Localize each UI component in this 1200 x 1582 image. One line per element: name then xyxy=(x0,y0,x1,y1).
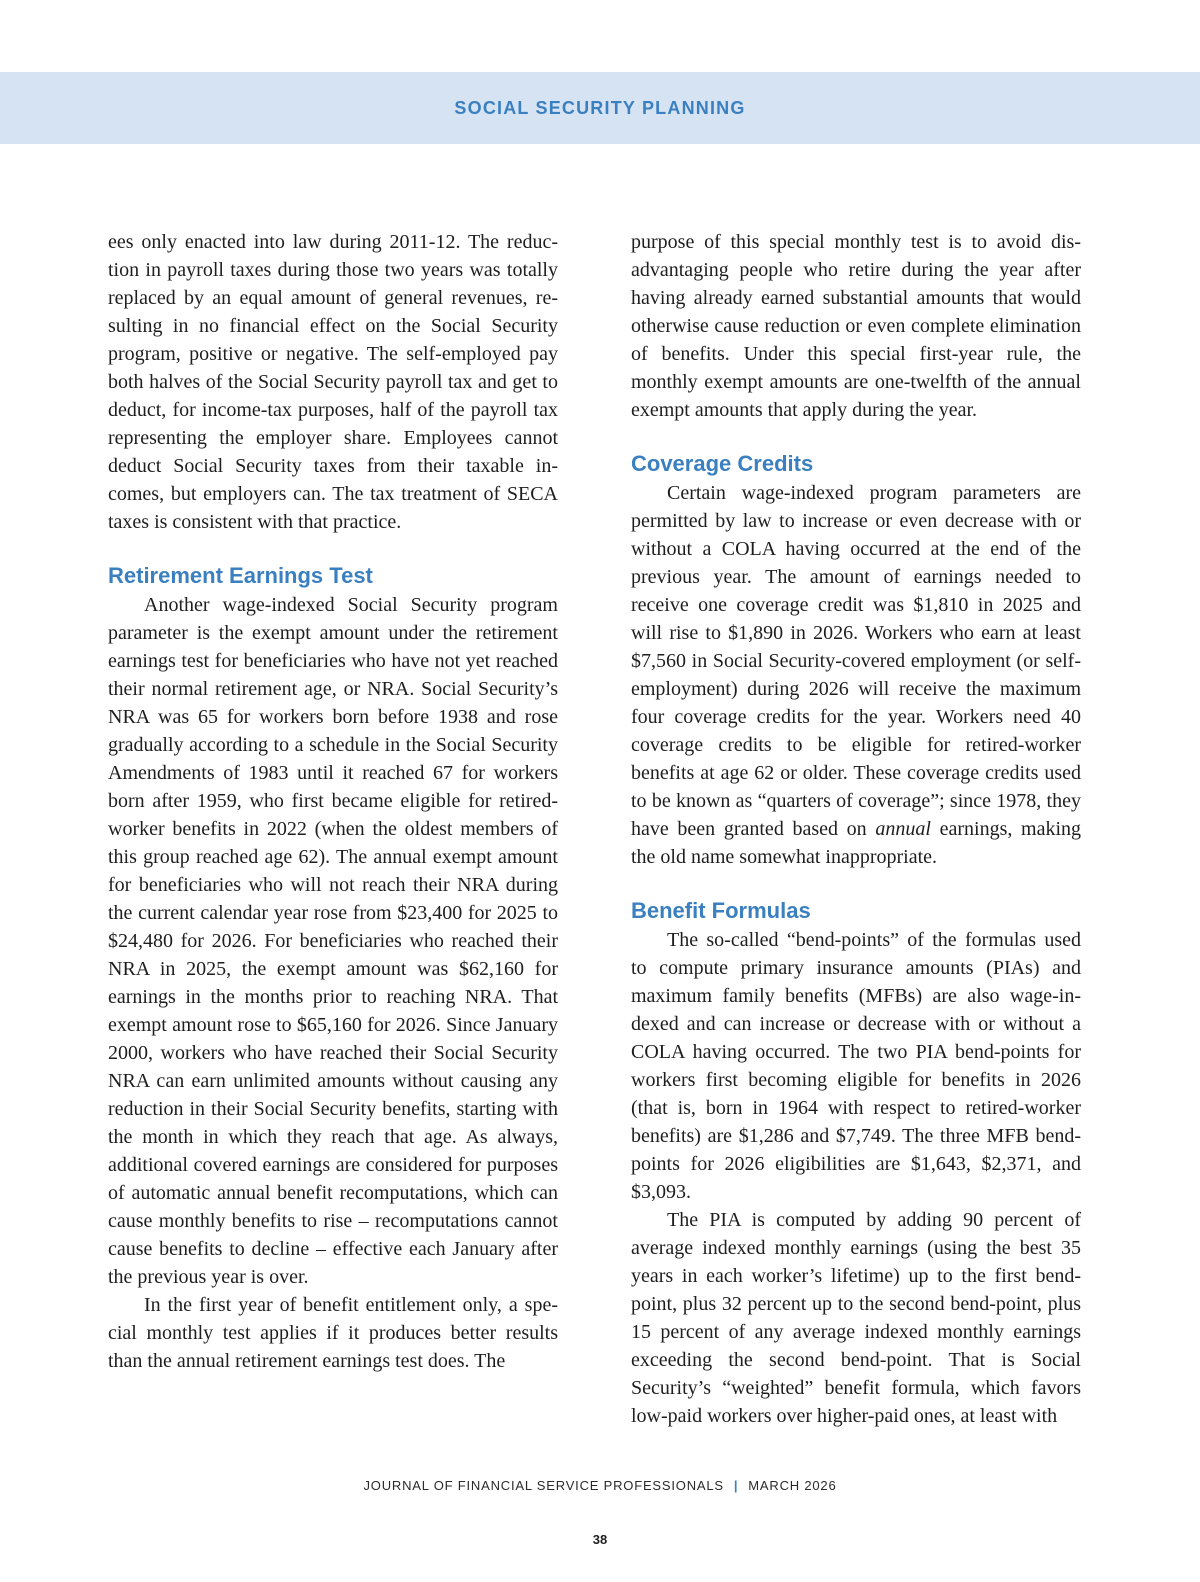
heading-benefit-formulas: Benefit Formulas xyxy=(631,898,811,923)
left-column xyxy=(108,228,558,1375)
body-paragraph: In the first year of benefit entitlement only, a special monthly test applies if it produces better results than the annual retirement earnings test does. The xyxy=(108,1294,558,1372)
body-paragraph: The so-called “bend-points” of the formulas used to compute primary insurance amounts (PIAs) and maximum family benefits (MFBs) are also wage-indexed and can increase or decrease with or without a COLA having occurred. The two PIA bend-points for workers first becoming eligible for benefits in 2026 (that is, born in 1964 with respect to retired-worker benefits) are $1,286 and $7,749. The three MFB bend-points for 2026 eligibilities are $1,643, $2,371, and $3,093. xyxy=(631,929,1081,1203)
heading-retirement-earnings-test: Retirement Earnings Test xyxy=(108,563,373,588)
issue-date: MARCH 2026 xyxy=(748,1478,837,1493)
body-paragraph: The PIA is computed by adding 90 percent of average indexed monthly earnings (using the best 35 years in each worker’s lifetime) up to the first bend-point, plus 32 percent up to the second bend-point, plus 15 percent of any average indexed monthly earnings exceeding the second bend-point. That is Social Security’s “weighted” benefit formula, which favors low-paid workers over higher-paid ones, at least with xyxy=(631,1209,1081,1427)
section-title: SOCIAL SECURITY PLANNING xyxy=(454,97,746,118)
section-header-band xyxy=(0,72,1200,144)
body-paragraph xyxy=(631,479,1081,871)
heading-coverage-credits: Coverage Credits xyxy=(631,451,814,476)
right-column xyxy=(631,228,1081,1430)
footer-separator: | xyxy=(733,1478,739,1493)
journal-name: JOURNAL OF FINANCIAL SERVICE PROFESSIONALS xyxy=(363,1478,724,1493)
page-number: 38 xyxy=(592,1532,608,1547)
body-paragraph: Another wage-indexed Social Security program parameter is the exempt amount under the retirement earnings test for beneficiaries who have not yet reached their normal retirement age, or NRA. Social Security’s NRA was 65 for workers born before 1938 and rose gradually according to a schedule in the Social Security Amendments of 1983 until it reached 67 for workers born after 1959, who first became eligible for retired-worker benefits in 2022 (when the oldest members of this group reached age 62). The annual exempt amount for beneficiaries who will not reach their NRA during the current calendar year rose from $23,400 for 2025 to $24,480 for 2026. For beneficiaries who reached their NRA in 2025, the exempt amount was $62,160 for earnings in the months prior to reaching NRA. That exempt amount rose to $65,160 for 2026. Since January 2000, workers who have reached their Social Security NRA can earn unlimited amounts without causing any reduction in their Social Security benefits, starting with the month in which they reach that age. As always, additional covered earnings are considered for purposes of automatic annual benefit recomputations, which can cause monthly benefits to rise – recomputations cannot cause benefits to decline – effective each January after the previous year is over. xyxy=(108,594,558,1288)
page-footer xyxy=(0,1478,1200,1493)
body-paragraph: ees only enacted into law during 2011-12. The reduction in payroll taxes during those two years was totally replaced by an equal amount of general revenues, resulting in no financial effect on the Social Security program, positive or negative. The self-employed pay both halves of the Social Security payroll tax and get to deduct, for income-tax purposes, half of the payroll tax representing the employer share. Employees cannot deduct Social Security taxes from their taxable incomes, but employers can. The tax treatment of SECA taxes is consistent with that practice. xyxy=(108,231,558,533)
emphasis-annual: annual xyxy=(875,818,931,840)
text-run: earnings, making the old name somewhat inappropriate. xyxy=(631,818,1082,868)
text-run: Certain wage-indexed program parameters are permitted by law to increase or even decrease with or without a COLA having occurred at the end of the previous year. The amount of earnings needed to receive one coverage credit was $1,810 in 2025 and will rise to $1,890 in 2026. Workers who earn at least $7,560 in Social Security-covered employment (or self-employment) during 2026 will receive the maximum four coverage credits for the year. Workers need 40 coverage credits to be eligible for retired-worker benefits at age 62 or older. These coverage credits used to be known as “quarters of coverage”; since 1978, they have been granted based on xyxy=(631,482,1081,840)
body-paragraph: purpose of this special monthly test is to avoid disadvantaging people who retire during the year after having already earned substantial amounts that would otherwise cause reduction or even complete elimination of benefits. Under this special first-year rule, the monthly exempt amounts are one-twelfth of the annual exempt amounts that apply during the year. xyxy=(631,231,1081,421)
